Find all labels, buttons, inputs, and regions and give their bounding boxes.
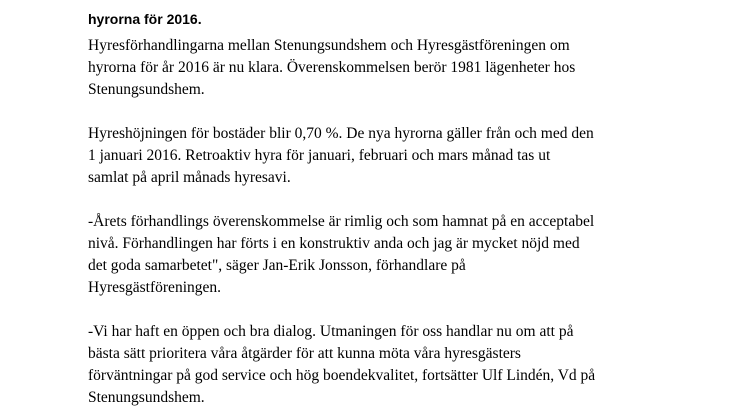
text-line: samlat på april månads hyresavi. [88,169,291,186]
press-release-heading [88,0,609,29]
text-line: Hyresgästföreningen. [88,279,221,296]
heading-line: hyrorna för 2016. [88,11,202,27]
text-line: Hyresförhandlingarna mellan Stenungsundshem och Hyresgästföreningen om [88,37,570,54]
text-line: -Vi har haft en öppen och bra dialog. Utmaningen för oss handlar nu om att på [88,323,574,340]
text-line: 1 januari 2016. Retroaktiv hyra för januari, februari och mars månad tas ut [88,147,551,164]
text-line: hyrorna för år 2016 är nu klara. Överenskommelsen berör 1981 lägenheter hos [88,59,576,76]
text-line: bästa sätt prioritera våra åtgärder för att kunna möta våra hyresgästers [88,345,521,362]
text-line: Hyreshöjningen för bostäder blir 0,70 %. De nya hyrorna gäller från och med den [88,125,594,142]
paragraph-negotiation [88,35,728,101]
text-line: det goda samarbetet", säger Jan-Erik Jonsson, förhandlare på [88,257,466,274]
text-line: -Årets förhandlings överenskommelse är rimlig och som hamnat på en acceptabel [88,213,595,230]
text-line: Stenungsundshem. [88,389,205,406]
paragraph-tenant-quote [88,211,728,299]
text-line: nivå. Förhandlingen har förts i en konstruktiv anda och jag är mycket nöjd med [88,235,580,252]
article-body [88,35,728,419]
paragraph-rent-increase [88,123,728,189]
text-line: förväntningar på god service och hög boendekvalitet, fortsätter Ulf Lindén, Vd på [88,367,596,384]
text-line: Stenungsundshem. [88,81,205,98]
paragraph-ceo-quote [88,321,728,409]
